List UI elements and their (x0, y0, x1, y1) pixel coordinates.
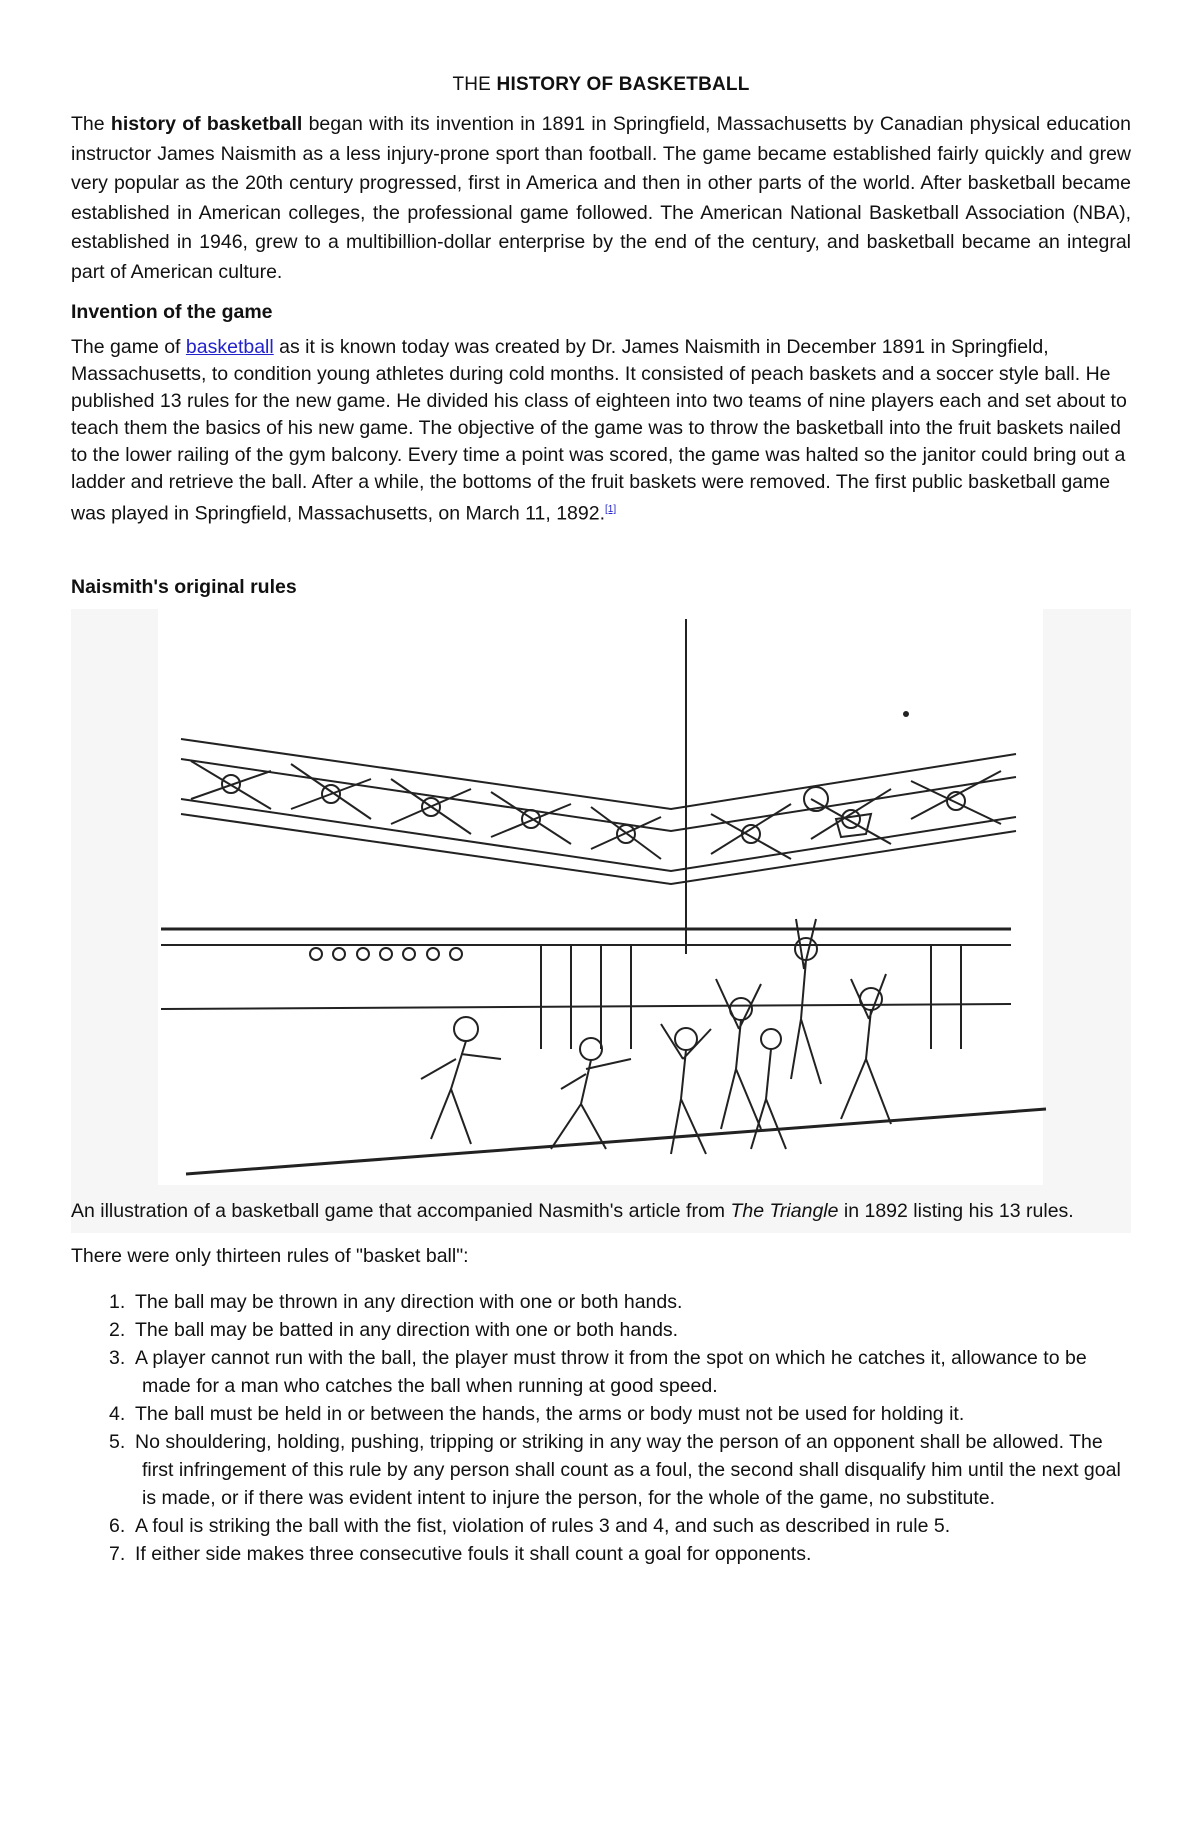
rule-item: 5. No shouldering, holding, pushing, tripping or striking in any way the person of an opponent shall be allowed. The first infringement of this rule by any person shall count as a foul, the second shall disqualify him until the next goal is made, or if there was evident intent to injure the person, for the whole of the game, no substitute. (109, 1430, 1121, 1509)
invention-paragraph: The game of basketball as it is known today was created by Dr. James Naismith in December 1891 in Springfield, Massachusetts, to condition young athletes during cold months. It consisted of peach baskets and a soccer style ball. He published 13 rules for the new game. He divided his class of eighteen into two teams of nine players each and set about to teach them the basics of his new game. The objective of the game was to throw the basketball into the fruit baskets nailed to the lower railing of the gym balcony. Every time a point was scored, the game was halted so the janitor could bring out a ladder and retrieve the ball. After a while, the bottoms of the fruit baskets were removed. The first public basketball game was played in Springfield, Massachusetts, on March 11, 1892.[1] (71, 336, 1127, 525)
figure-caption: An illustration of a basketball game that accompanied Nasmith's article from The Triangle in 1892 listing his 13 rules. (71, 1199, 1074, 1222)
rules-heading: Naismith's original rules (71, 575, 297, 598)
rules-list (71, 1288, 1131, 1568)
illustration-figure (71, 609, 1131, 1233)
intro-paragraph: The history of basketball began with its invention in 1891 in Springfield, Massachusetts by Canadian physical education instructor James Naismith as a less injury-prone sport than football. The game became established fairly quickly and grew very popular as the 20th century progressed, first in America and then in other parts of the world. After basketball became established in American colleges, the professional game followed. The American National Basketball Association (NBA), established in 1946, grew to a multibillion-dollar enterprise by the end of the century, and basketball became an integral part of American culture. (71, 113, 1131, 283)
rule-item: 4. The ball must be held in or between the hands, the arms or body must not be used for holding it. (109, 1402, 965, 1425)
rule-item: 2. The ball may be batted in any direction with one or both hands. (109, 1318, 679, 1341)
basketball-link[interactable]: basketball (185, 336, 274, 358)
document-page (71, 70, 1131, 1568)
rule-item: 6. A foul is striking the ball with the fist, violation of rules 3 and 4, and such as described in rule 5. (109, 1514, 951, 1537)
basketball-game-illustration (71, 609, 1131, 1185)
rule-item: 1. The ball may be thrown in any direction with one or both hands. (109, 1290, 683, 1313)
rule-item: 7. If either side makes three consecutive fouls it shall count a goal for opponents. (109, 1542, 812, 1565)
reference-link[interactable]: [1] (605, 504, 617, 515)
invention-heading: Invention of the game (71, 301, 273, 323)
page-title: THE HISTORY OF BASKETBALL (452, 74, 750, 95)
rules-intro: There were only thirteen rules of "basket ball": (71, 1244, 469, 1267)
rule-item: 3. A player cannot run with the ball, the player must throw it from the spot on which he catches it, allowance to be made for a man who catches the ball when running at good speed. (109, 1346, 1087, 1397)
